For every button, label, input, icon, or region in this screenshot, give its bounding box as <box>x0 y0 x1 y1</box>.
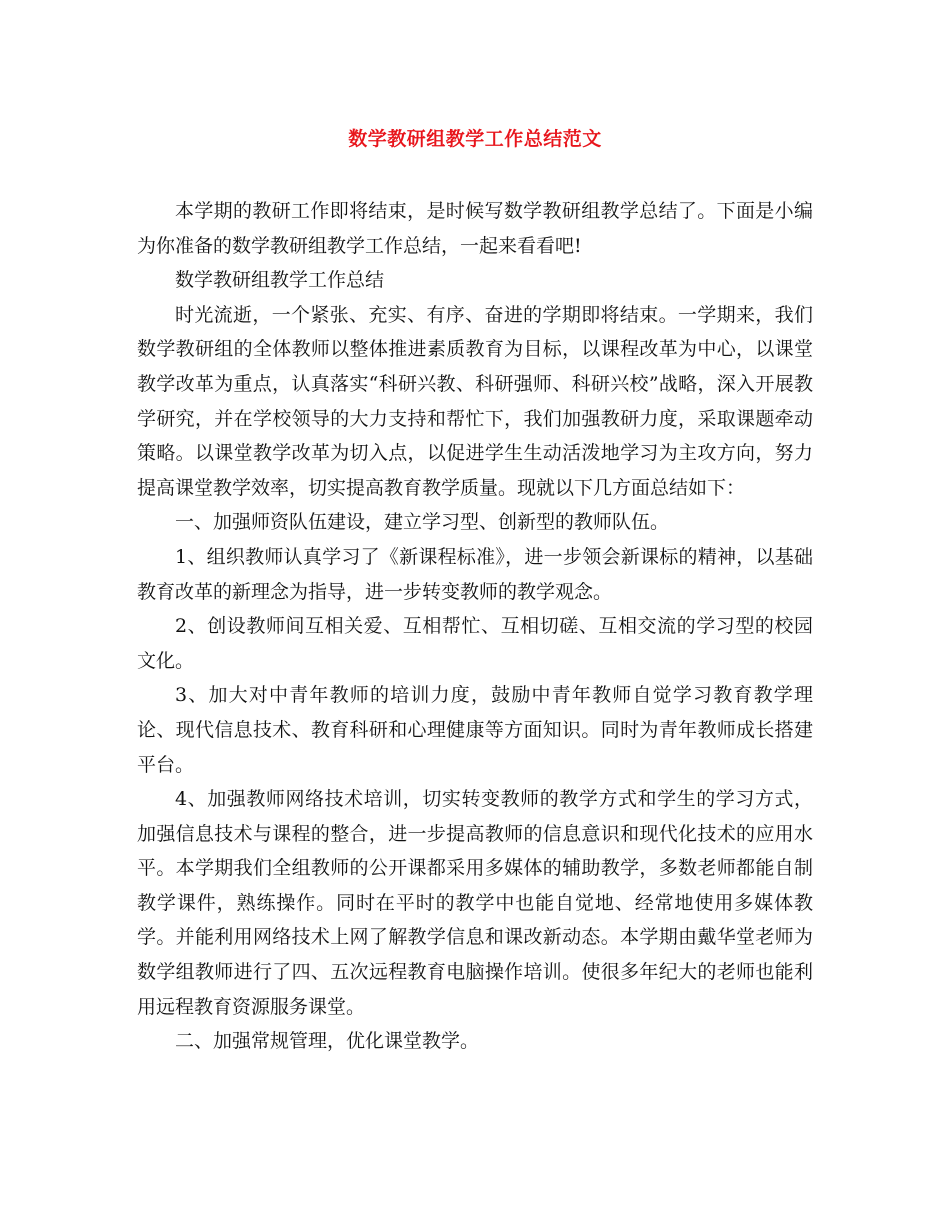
overview-paragraph: 时光流逝，一个紧张、充实、有序、奋进的学期即将结束。一学期来，我们数学教研组的全体教师以整体推进素质教育为目标，以课程改革为中心，以课堂教学改革为重点，认真落实“科研兴教、科研强师、科研兴校”战略，深入开展教学研究，并在学校领导的大力支持和帮忙下，我们加强教研力度，采取课题牵动策略。以课堂教学改革为切入点，以促进学生生动活泼地学习为主攻方向，努力提高课堂教学效率，切实提高教育教学质量。现就以下几方面总结如下： <box>137 303 813 499</box>
section-heading: 数学教研组教学工作总结 <box>175 269 385 292</box>
document-body <box>137 194 813 1059</box>
document-title: 数学教研组教学工作总结范文 <box>348 128 602 150</box>
item-4-paragraph: 4、加强教师网络技术培训，切实转变教师的教学方式和学生的学习方式，加强信息技术与课程的整合，进一步提高教师的信息意识和现代化技术的应用水平。本学期我们全组教师的公开课都采用多媒体的辅助教学，多数老师都能自制教学课件，熟练操作。同时在平时的教学中也能自觉地、经常地使用多媒体教学。并能利用网络技术上网了解教学信息和课改新动态。本学期由戴华堂老师为数学组教师进行了四、五次远程教育电脑操作培训。使很多年纪大的老师也能利用远程教育资源服务课堂。 <box>137 788 813 1018</box>
heading-part-two: 二、加强常规管理，优化课堂教学。 <box>175 1030 480 1053</box>
item-1-paragraph: 1、组织教师认真学习了《新课程标准》，进一步领会新课标的精神，以基础教育改革的新理念为指导，进一步转变教师的教学观念。 <box>137 545 813 603</box>
item-2-paragraph: 2、创设教师间互相关爱、互相帮忙、互相切磋、互相交流的学习型的校园文化。 <box>137 615 813 672</box>
heading-part-one: 一、加强师资队伍建设，建立学习型、创新型的教师队伍。 <box>175 511 670 534</box>
intro-paragraph: 本学期的教研工作即将结束，是时候写数学教研组教学总结了。下面是小编为你准备的数学教研组教学工作总结，一起来看看吧! <box>137 200 813 257</box>
item-3-paragraph: 3、加大对中青年教师的培训力度，鼓励中青年教师自觉学习教育教学理论、现代信息技术、教育科研和心理健康等方面知识。同时为青年教师成长搭建平台。 <box>137 684 813 776</box>
